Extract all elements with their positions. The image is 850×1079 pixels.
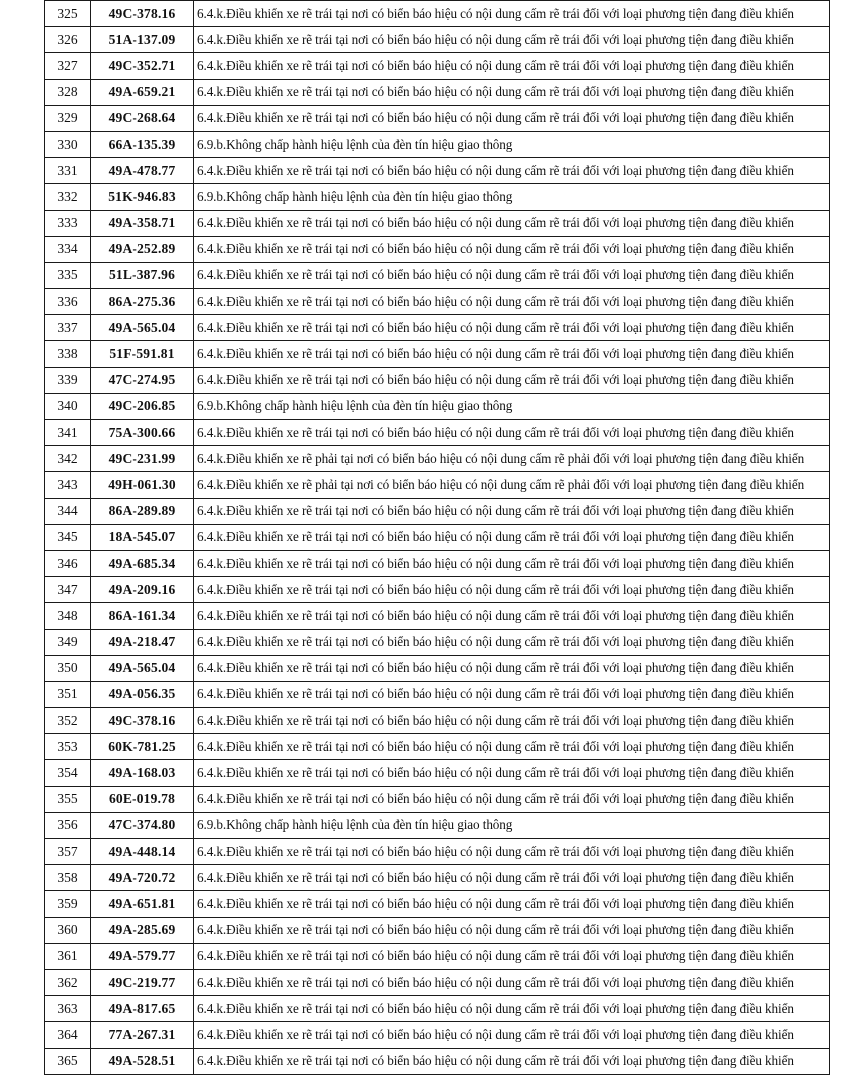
license-plate: 49A-528.51 — [91, 1048, 194, 1074]
violation-description: 6.9.b.Không chấp hành hiệu lệnh của đèn tín hiệu giao thông — [194, 131, 830, 157]
row-number: 340 — [45, 393, 91, 419]
violation-description: 6.4.k.Điều khiển xe rẽ trái tại nơi có biển báo hiệu có nội dung cấm rẽ trái đối với loại phương tiện đang điều khiển — [194, 236, 830, 262]
license-plate: 51K-946.83 — [91, 184, 194, 210]
violation-description: 6.4.k.Điều khiển xe rẽ trái tại nơi có biển báo hiệu có nội dung cấm rẽ trái đối với loại phương tiện đang điều khiển — [194, 943, 830, 969]
row-number: 351 — [45, 681, 91, 707]
violation-description: 6.4.k.Điều khiển xe rẽ trái tại nơi có biển báo hiệu có nội dung cấm rẽ trái đối với loại phương tiện đang điều khiển — [194, 341, 830, 367]
row-number: 342 — [45, 446, 91, 472]
violation-description: 6.4.k.Điều khiển xe rẽ trái tại nơi có biển báo hiệu có nội dung cấm rẽ trái đối với loại phương tiện đang điều khiển — [194, 289, 830, 315]
table-row — [45, 891, 830, 917]
table-row — [45, 236, 830, 262]
violation-description: 6.4.k.Điều khiển xe rẽ trái tại nơi có biển báo hiệu có nội dung cấm rẽ trái đối với loại phương tiện đang điều khiển — [194, 158, 830, 184]
violation-description: 6.9.b.Không chấp hành hiệu lệnh của đèn tín hiệu giao thông — [194, 393, 830, 419]
license-plate: 49A-651.81 — [91, 891, 194, 917]
row-number: 335 — [45, 262, 91, 288]
row-number: 363 — [45, 996, 91, 1022]
table-row — [45, 812, 830, 838]
row-number: 325 — [45, 1, 91, 27]
row-number: 355 — [45, 786, 91, 812]
row-number: 341 — [45, 420, 91, 446]
row-number: 362 — [45, 969, 91, 995]
violation-description: 6.4.k.Điều khiển xe rẽ trái tại nơi có biển báo hiệu có nội dung cấm rẽ trái đối với loại phương tiện đang điều khiển — [194, 969, 830, 995]
license-plate: 49A-252.89 — [91, 236, 194, 262]
table-row — [45, 262, 830, 288]
license-plate: 49A-565.04 — [91, 655, 194, 681]
license-plate: 49A-720.72 — [91, 865, 194, 891]
table-row — [45, 760, 830, 786]
row-number: 344 — [45, 498, 91, 524]
violation-description: 6.4.k.Điều khiển xe rẽ trái tại nơi có biển báo hiệu có nội dung cấm rẽ trái đối với loại phương tiện đang điều khiển — [194, 262, 830, 288]
table-row — [45, 577, 830, 603]
license-plate: 49A-285.69 — [91, 917, 194, 943]
row-number: 343 — [45, 472, 91, 498]
license-plate: 86A-289.89 — [91, 498, 194, 524]
license-plate: 49A-358.71 — [91, 210, 194, 236]
license-plate: 18A-545.07 — [91, 524, 194, 550]
violation-description: 6.4.k.Điều khiển xe rẽ trái tại nơi có biển báo hiệu có nội dung cấm rẽ trái đối với loại phương tiện đang điều khiển — [194, 53, 830, 79]
row-number: 337 — [45, 315, 91, 341]
license-plate: 49A-448.14 — [91, 839, 194, 865]
table-row — [45, 1022, 830, 1048]
row-number: 350 — [45, 655, 91, 681]
violation-description: 6.4.k.Điều khiển xe rẽ trái tại nơi có biển báo hiệu có nội dung cấm rẽ trái đối với loại phương tiện đang điều khiển — [194, 1048, 830, 1074]
table-row — [45, 708, 830, 734]
license-plate: 49C-352.71 — [91, 53, 194, 79]
row-number: 361 — [45, 943, 91, 969]
row-number: 364 — [45, 1022, 91, 1048]
table-row — [45, 734, 830, 760]
license-plate: 51A-137.09 — [91, 27, 194, 53]
row-number: 357 — [45, 839, 91, 865]
license-plate: 66A-135.39 — [91, 131, 194, 157]
row-number: 345 — [45, 524, 91, 550]
license-plate: 49A-659.21 — [91, 79, 194, 105]
table-row — [45, 943, 830, 969]
row-number: 330 — [45, 131, 91, 157]
violations-table-sheet — [44, 0, 829, 1075]
violation-description: 6.4.k.Điều khiển xe rẽ trái tại nơi có biển báo hiệu có nội dung cấm rẽ trái đối với loại phương tiện đang điều khiển — [194, 681, 830, 707]
license-plate: 75A-300.66 — [91, 420, 194, 446]
license-plate: 86A-161.34 — [91, 603, 194, 629]
violation-description: 6.4.k.Điều khiển xe rẽ trái tại nơi có biển báo hiệu có nội dung cấm rẽ trái đối với loại phương tiện đang điều khiển — [194, 891, 830, 917]
license-plate: 49A-685.34 — [91, 550, 194, 576]
license-plate: 60E-019.78 — [91, 786, 194, 812]
license-plate: 49C-219.77 — [91, 969, 194, 995]
table-row — [45, 996, 830, 1022]
row-number: 360 — [45, 917, 91, 943]
license-plate: 49C-206.85 — [91, 393, 194, 419]
row-number: 352 — [45, 708, 91, 734]
row-number: 333 — [45, 210, 91, 236]
table-row — [45, 550, 830, 576]
row-number: 359 — [45, 891, 91, 917]
license-plate: 49H-061.30 — [91, 472, 194, 498]
license-plate: 49C-268.64 — [91, 105, 194, 131]
violation-description: 6.4.k.Điều khiển xe rẽ trái tại nơi có biển báo hiệu có nội dung cấm rẽ trái đối với loại phương tiện đang điều khiển — [194, 498, 830, 524]
table-row — [45, 865, 830, 891]
row-number: 356 — [45, 812, 91, 838]
violation-description: 6.4.k.Điều khiển xe rẽ trái tại nơi có biển báo hiệu có nội dung cấm rẽ trái đối với loại phương tiện đang điều khiển — [194, 27, 830, 53]
table-row — [45, 524, 830, 550]
row-number: 331 — [45, 158, 91, 184]
table-row — [45, 53, 830, 79]
row-number: 365 — [45, 1048, 91, 1074]
license-plate: 49C-378.16 — [91, 708, 194, 734]
row-number: 348 — [45, 603, 91, 629]
row-number: 347 — [45, 577, 91, 603]
table-row — [45, 341, 830, 367]
violation-description: 6.9.b.Không chấp hành hiệu lệnh của đèn tín hiệu giao thông — [194, 184, 830, 210]
violation-description: 6.4.k.Điều khiển xe rẽ trái tại nơi có biển báo hiệu có nội dung cấm rẽ trái đối với loại phương tiện đang điều khiển — [194, 79, 830, 105]
table-row — [45, 629, 830, 655]
table-row — [45, 105, 830, 131]
row-number: 346 — [45, 550, 91, 576]
violations-table-body — [45, 1, 830, 1075]
table-row — [45, 131, 830, 157]
license-plate: 49A-817.65 — [91, 996, 194, 1022]
license-plate: 49A-168.03 — [91, 760, 194, 786]
table-row — [45, 917, 830, 943]
license-plate: 49C-231.99 — [91, 446, 194, 472]
violation-description: 6.4.k.Điều khiển xe rẽ trái tại nơi có biển báo hiệu có nội dung cấm rẽ trái đối với loại phương tiện đang điều khiển — [194, 1, 830, 27]
license-plate: 86A-275.36 — [91, 289, 194, 315]
table-row — [45, 1, 830, 27]
violation-description: 6.4.k.Điều khiển xe rẽ trái tại nơi có biển báo hiệu có nội dung cấm rẽ trái đối với loại phương tiện đang điều khiển — [194, 839, 830, 865]
table-row — [45, 210, 830, 236]
violation-description: 6.4.k.Điều khiển xe rẽ phải tại nơi có biển báo hiệu có nội dung cấm rẽ phải đối với loại phương tiện đang điều khiển — [194, 446, 830, 472]
violations-table — [44, 0, 830, 1075]
row-number: 353 — [45, 734, 91, 760]
violation-description: 6.4.k.Điều khiển xe rẽ trái tại nơi có biển báo hiệu có nội dung cấm rẽ trái đối với loại phương tiện đang điều khiển — [194, 865, 830, 891]
license-plate: 49A-565.04 — [91, 315, 194, 341]
license-plate: 47C-374.80 — [91, 812, 194, 838]
row-number: 336 — [45, 289, 91, 315]
violation-description: 6.4.k.Điều khiển xe rẽ trái tại nơi có biển báo hiệu có nội dung cấm rẽ trái đối với loại phương tiện đang điều khiển — [194, 734, 830, 760]
violation-description: 6.4.k.Điều khiển xe rẽ trái tại nơi có biển báo hiệu có nội dung cấm rẽ trái đối với loại phương tiện đang điều khiển — [194, 655, 830, 681]
license-plate: 51L-387.96 — [91, 262, 194, 288]
table-row — [45, 184, 830, 210]
violation-description: 6.4.k.Điều khiển xe rẽ trái tại nơi có biển báo hiệu có nội dung cấm rẽ trái đối với loại phương tiện đang điều khiển — [194, 524, 830, 550]
table-row — [45, 289, 830, 315]
violation-description: 6.4.k.Điều khiển xe rẽ trái tại nơi có biển báo hiệu có nội dung cấm rẽ trái đối với loại phương tiện đang điều khiển — [194, 603, 830, 629]
violation-description: 6.4.k.Điều khiển xe rẽ trái tại nơi có biển báo hiệu có nội dung cấm rẽ trái đối với loại phương tiện đang điều khiển — [194, 577, 830, 603]
table-row — [45, 472, 830, 498]
license-plate: 49A-579.77 — [91, 943, 194, 969]
violation-description: 6.4.k.Điều khiển xe rẽ phải tại nơi có biển báo hiệu có nội dung cấm rẽ phải đối với loại phương tiện đang điều khiển — [194, 472, 830, 498]
violation-description: 6.4.k.Điều khiển xe rẽ trái tại nơi có biển báo hiệu có nội dung cấm rẽ trái đối với loại phương tiện đang điều khiển — [194, 105, 830, 131]
table-row — [45, 446, 830, 472]
table-row — [45, 420, 830, 446]
table-row — [45, 681, 830, 707]
table-row — [45, 1048, 830, 1074]
violation-description: 6.4.k.Điều khiển xe rẽ trái tại nơi có biển báo hiệu có nội dung cấm rẽ trái đối với loại phương tiện đang điều khiển — [194, 786, 830, 812]
violation-description: 6.4.k.Điều khiển xe rẽ trái tại nơi có biển báo hiệu có nội dung cấm rẽ trái đối với loại phương tiện đang điều khiển — [194, 420, 830, 446]
table-row — [45, 367, 830, 393]
table-row — [45, 498, 830, 524]
license-plate: 49A-209.16 — [91, 577, 194, 603]
table-row — [45, 158, 830, 184]
row-number: 338 — [45, 341, 91, 367]
license-plate: 77A-267.31 — [91, 1022, 194, 1048]
table-row — [45, 603, 830, 629]
table-row — [45, 393, 830, 419]
violation-description: 6.4.k.Điều khiển xe rẽ trái tại nơi có biển báo hiệu có nội dung cấm rẽ trái đối với loại phương tiện đang điều khiển — [194, 550, 830, 576]
row-number: 349 — [45, 629, 91, 655]
violation-description: 6.4.k.Điều khiển xe rẽ trái tại nơi có biển báo hiệu có nội dung cấm rẽ trái đối với loại phương tiện đang điều khiển — [194, 367, 830, 393]
row-number: 354 — [45, 760, 91, 786]
row-number: 332 — [45, 184, 91, 210]
license-plate: 60K-781.25 — [91, 734, 194, 760]
table-row — [45, 27, 830, 53]
license-plate: 49A-478.77 — [91, 158, 194, 184]
violation-description: 6.9.b.Không chấp hành hiệu lệnh của đèn tín hiệu giao thông — [194, 812, 830, 838]
table-row — [45, 839, 830, 865]
violation-description: 6.4.k.Điều khiển xe rẽ trái tại nơi có biển báo hiệu có nội dung cấm rẽ trái đối với loại phương tiện đang điều khiển — [194, 315, 830, 341]
violation-description: 6.4.k.Điều khiển xe rẽ trái tại nơi có biển báo hiệu có nội dung cấm rẽ trái đối với loại phương tiện đang điều khiển — [194, 210, 830, 236]
violation-description: 6.4.k.Điều khiển xe rẽ trái tại nơi có biển báo hiệu có nội dung cấm rẽ trái đối với loại phương tiện đang điều khiển — [194, 760, 830, 786]
table-row — [45, 786, 830, 812]
row-number: 327 — [45, 53, 91, 79]
violation-description: 6.4.k.Điều khiển xe rẽ trái tại nơi có biển báo hiệu có nội dung cấm rẽ trái đối với loại phương tiện đang điều khiển — [194, 629, 830, 655]
license-plate: 47C-274.95 — [91, 367, 194, 393]
violation-description: 6.4.k.Điều khiển xe rẽ trái tại nơi có biển báo hiệu có nội dung cấm rẽ trái đối với loại phương tiện đang điều khiển — [194, 996, 830, 1022]
license-plate: 51F-591.81 — [91, 341, 194, 367]
table-row — [45, 79, 830, 105]
table-row — [45, 315, 830, 341]
violation-description: 6.4.k.Điều khiển xe rẽ trái tại nơi có biển báo hiệu có nội dung cấm rẽ trái đối với loại phương tiện đang điều khiển — [194, 1022, 830, 1048]
row-number: 326 — [45, 27, 91, 53]
table-row — [45, 655, 830, 681]
row-number: 328 — [45, 79, 91, 105]
row-number: 339 — [45, 367, 91, 393]
license-plate: 49C-378.16 — [91, 1, 194, 27]
violation-description: 6.4.k.Điều khiển xe rẽ trái tại nơi có biển báo hiệu có nội dung cấm rẽ trái đối với loại phương tiện đang điều khiển — [194, 917, 830, 943]
row-number: 329 — [45, 105, 91, 131]
license-plate: 49A-218.47 — [91, 629, 194, 655]
row-number: 334 — [45, 236, 91, 262]
row-number: 358 — [45, 865, 91, 891]
table-row — [45, 969, 830, 995]
violation-description: 6.4.k.Điều khiển xe rẽ trái tại nơi có biển báo hiệu có nội dung cấm rẽ trái đối với loại phương tiện đang điều khiển — [194, 708, 830, 734]
license-plate: 49A-056.35 — [91, 681, 194, 707]
